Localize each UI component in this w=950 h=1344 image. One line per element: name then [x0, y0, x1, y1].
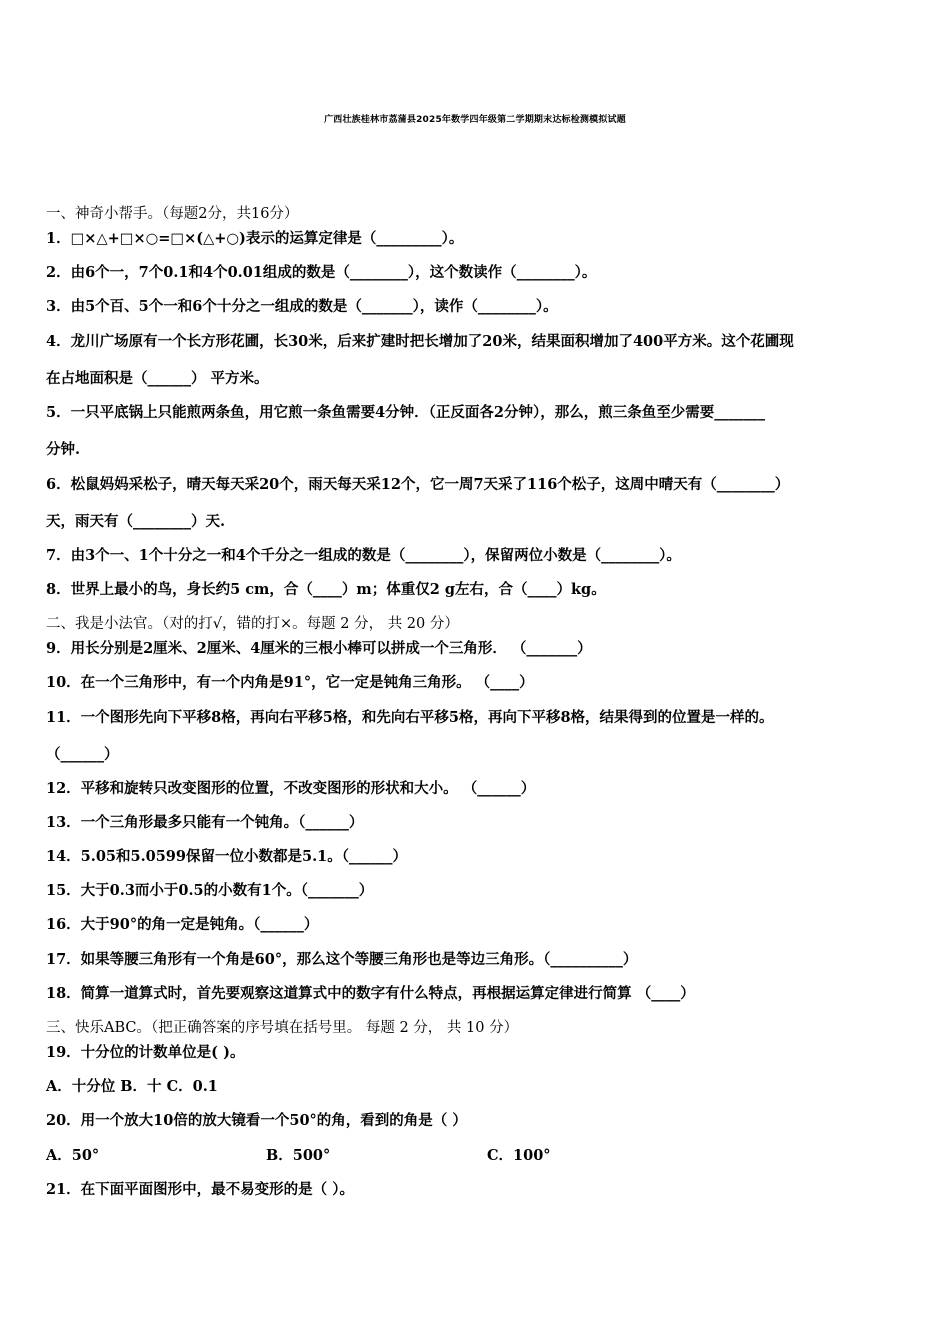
question-19: 19．十分位的计数单位是( )。: [46, 1044, 245, 1061]
question-19-options: A．十分位 B．十 C．0.1: [46, 1078, 218, 1095]
section-1-heading: 一、神奇小帮手。（每题2分，共16分）: [46, 206, 299, 222]
question-7: 7．由3个一、1个十分之一和4个千分之一组成的数是（________），保留两位小数是（________）。: [46, 547, 681, 564]
question-21: 21．在下面平面图形中，最不易变形的是（ ）。: [46, 1181, 354, 1198]
question-3: 3．由5个百、5个一和6个十分之一组成的数是（_______），读作（________）。: [46, 298, 558, 315]
question-1: 1．□×△+□×○=□×(△+○)表示的运算定律是（_________）。: [46, 230, 464, 247]
question-12: 12．平移和旋转只改变图形的位置，不改变图形的形状和大小。 （______）: [46, 780, 536, 797]
question-20: 20．用一个放大10倍的放大镜看一个50°的角，看到的角是（ ）: [46, 1112, 467, 1129]
page-title: 广西壮族桂林市荔蒲县2025年数学四年级第二学期期末达标检测模拟试题: [324, 115, 626, 125]
question-20-option-c: C．100°: [487, 1147, 551, 1164]
question-14: 14．5.05和5.0599保留一位小数都是5.1。（______）: [46, 848, 407, 865]
question-6-line-1: 6．松鼠妈妈采松子，晴天每天采20个，雨天每天采12个，它一周7天采了116个松子，这周中晴天有（________）: [46, 476, 790, 493]
question-4-line-1: 4．龙川广场原有一个长方形花圃，长30米，后来扩建时把长增加了20米，结果面积增加了400平方米。这个花圃现: [46, 333, 794, 350]
question-15: 15．大于0.3而小于0.5的小数有1个。（_______）: [46, 882, 374, 899]
section-2-heading: 二、我是小法官。（对的打√，错的打×。每题 2 分， 共 20 分）: [46, 616, 459, 632]
question-9: 9．用长分别是2厘米、2厘米、4厘米的三根小棒可以拼成一个三角形． （_______）: [46, 640, 592, 657]
question-4-line-2: 在占地面积是（______） 平方米。: [46, 370, 269, 387]
question-5-line-1: 5．一只平底锅上只能煎两条鱼，用它煎一条鱼需要4分钟．（正反面各2分钟），那么，煎三条鱼至少需要_______: [46, 404, 766, 421]
question-18: 18．简算一道算式时，首先要观察这道算式中的数字有什么特点，再根据运算定律进行简算 （____）: [46, 985, 695, 1002]
question-2: 2．由6个一，7个0.1和4个0.01组成的数是（________），这个数读作（________）。: [46, 264, 597, 281]
question-20-option-a: A．50°: [46, 1147, 100, 1164]
question-5-line-2: 分钟.: [46, 441, 81, 458]
question-20-option-b: B．500°: [266, 1147, 331, 1164]
question-16: 16．大于90°的角一定是钝角。（______）: [46, 916, 319, 933]
question-8: 8．世界上最小的鸟，身长约5 cm，合（____）m；体重仅2 g左右，合（____）kg。: [46, 581, 606, 598]
question-13: 13．一个三角形最多只能有一个钝角。（______）: [46, 814, 364, 831]
section-3-heading: 三、快乐ABC。（把正确答案的序号填在括号里。 每题 2 分， 共 10 分）: [46, 1020, 519, 1036]
question-10: 10．在一个三角形中，有一个内角是91°，它一定是钝角三角形。 （____）: [46, 674, 534, 691]
question-17: 17．如果等腰三角形有一个角是60°，那么这个等腰三角形也是等边三角形。（__________）: [46, 951, 638, 968]
question-6-line-2: 天，雨天有（________）天.: [46, 513, 226, 530]
question-11-line-1: 11．一个图形先向下平移8格，再向右平移5格，和先向右平移5格，再向下平移8格，结果得到的位置是一样的。: [46, 709, 774, 726]
question-11-line-2: （______）: [46, 746, 119, 763]
